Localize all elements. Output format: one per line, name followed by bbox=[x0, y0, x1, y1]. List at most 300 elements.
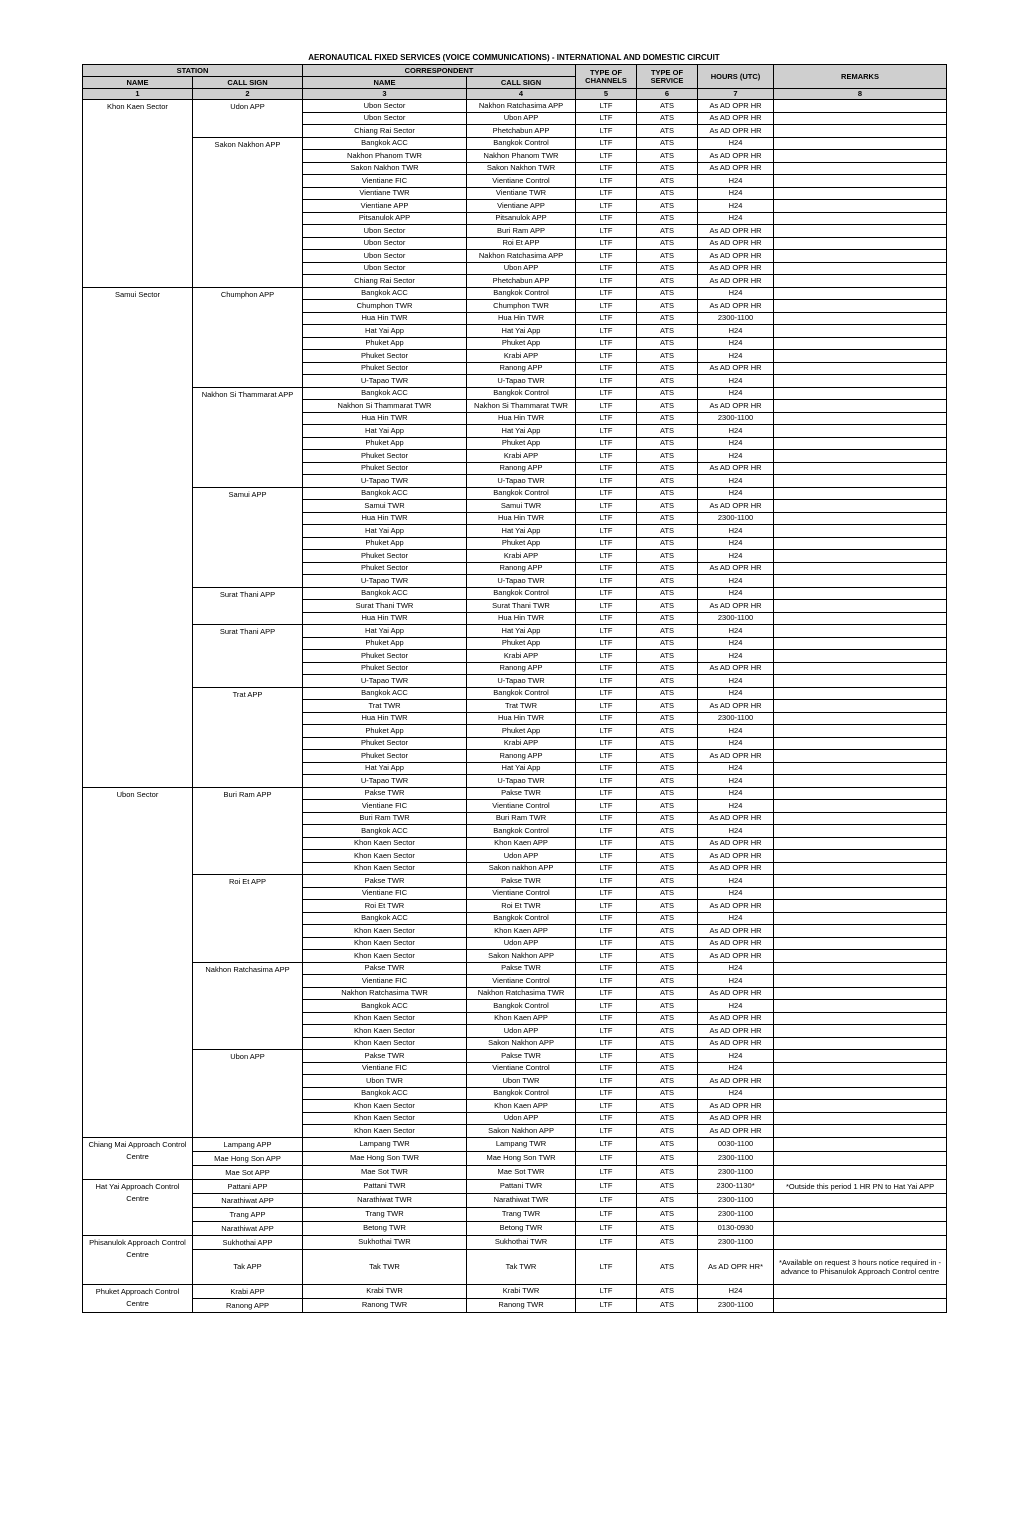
hours: As AD OPR HR bbox=[698, 150, 774, 163]
hours: 0030-1100 bbox=[698, 1137, 774, 1151]
type-of-service: ATS bbox=[637, 637, 698, 650]
header-correspondent-call-sign: CALL SIGN bbox=[467, 77, 576, 89]
correspondent-call-sign: Pakse TWR bbox=[467, 787, 576, 800]
correspondent-call-sign: Sakon Nakhon APP bbox=[467, 1037, 576, 1050]
remarks bbox=[774, 175, 947, 188]
type-of-channels: LTF bbox=[576, 600, 637, 613]
hours: As AD OPR HR bbox=[698, 1037, 774, 1050]
correspondent-call-sign: Roi Et TWR bbox=[467, 900, 576, 913]
hours: H24 bbox=[698, 1284, 774, 1298]
correspondent-call-sign: Narathiwat TWR bbox=[467, 1193, 576, 1207]
table-row bbox=[83, 962, 947, 975]
type-of-channels: LTF bbox=[576, 337, 637, 350]
hours: As AD OPR HR bbox=[698, 162, 774, 175]
type-of-channels: LTF bbox=[576, 1193, 637, 1207]
hours: H24 bbox=[698, 775, 774, 788]
type-of-service: ATS bbox=[637, 1062, 698, 1075]
hours: H24 bbox=[698, 800, 774, 813]
header-type-of-channels: TYPE OF CHANNELS bbox=[576, 65, 637, 89]
correspondent-call-sign: Pakse TWR bbox=[467, 962, 576, 975]
correspondent-name: Roi Et TWR bbox=[303, 900, 467, 913]
type-of-service: ATS bbox=[637, 500, 698, 513]
remarks bbox=[774, 650, 947, 663]
hours: H24 bbox=[698, 912, 774, 925]
station-call-sign: Chumphon APP bbox=[193, 287, 303, 387]
type-of-service: ATS bbox=[637, 462, 698, 475]
type-of-channels: LTF bbox=[576, 487, 637, 500]
type-of-channels: LTF bbox=[576, 175, 637, 188]
hours: As AD OPR HR bbox=[698, 562, 774, 575]
correspondent-name: Phuket Sector bbox=[303, 650, 467, 663]
correspondent-call-sign: Ubon TWR bbox=[467, 1075, 576, 1088]
remarks bbox=[774, 150, 947, 163]
type-of-channels: LTF bbox=[576, 787, 637, 800]
remarks bbox=[774, 462, 947, 475]
remarks bbox=[774, 300, 947, 313]
correspondent-name: Ubon Sector bbox=[303, 250, 467, 263]
hours: As AD OPR HR bbox=[698, 1125, 774, 1138]
type-of-channels: LTF bbox=[576, 637, 637, 650]
hours: As AD OPR HR bbox=[698, 100, 774, 113]
correspondent-call-sign: Pattani TWR bbox=[467, 1179, 576, 1193]
type-of-service: ATS bbox=[637, 375, 698, 388]
type-of-channels: LTF bbox=[576, 725, 637, 738]
correspondent-call-sign: Bangkok Control bbox=[467, 687, 576, 700]
remarks bbox=[774, 487, 947, 500]
correspondent-name: Phuket Sector bbox=[303, 562, 467, 575]
hours: As AD OPR HR bbox=[698, 862, 774, 875]
type-of-channels: LTF bbox=[576, 300, 637, 313]
type-of-service: ATS bbox=[637, 125, 698, 138]
correspondent-name: Ubon TWR bbox=[303, 1075, 467, 1088]
remarks bbox=[774, 1207, 947, 1221]
type-of-service: ATS bbox=[637, 1075, 698, 1088]
hours: As AD OPR HR bbox=[698, 837, 774, 850]
type-of-channels: LTF bbox=[576, 450, 637, 463]
header-station-name: NAME bbox=[83, 77, 193, 89]
type-of-service: ATS bbox=[637, 162, 698, 175]
remarks bbox=[774, 612, 947, 625]
type-of-channels: LTF bbox=[576, 975, 637, 988]
remarks bbox=[774, 925, 947, 938]
correspondent-call-sign: Phuket App bbox=[467, 637, 576, 650]
correspondent-call-sign: Krabi APP bbox=[467, 350, 576, 363]
type-of-channels: LTF bbox=[576, 587, 637, 600]
document-title: AERONAUTICAL FIXED SERVICES (VOICE COMMUNICATIONS) - INTERNATIONAL AND DOMESTIC CIRCUIT bbox=[308, 53, 720, 62]
correspondent-call-sign: Vientiane Control bbox=[467, 887, 576, 900]
type-of-service: ATS bbox=[637, 1221, 698, 1235]
station-call-sign: Krabi APP bbox=[193, 1284, 303, 1298]
table-row bbox=[83, 137, 947, 150]
type-of-channels: LTF bbox=[576, 500, 637, 513]
type-of-service: ATS bbox=[637, 1165, 698, 1179]
correspondent-call-sign: Bangkok Control bbox=[467, 387, 576, 400]
type-of-service: ATS bbox=[637, 1137, 698, 1151]
type-of-channels: LTF bbox=[576, 862, 637, 875]
remarks bbox=[774, 587, 947, 600]
correspondent-name: Bangkok ACC bbox=[303, 487, 467, 500]
remarks bbox=[774, 737, 947, 750]
correspondent-call-sign: Trang TWR bbox=[467, 1207, 576, 1221]
remarks bbox=[774, 812, 947, 825]
hours: H24 bbox=[698, 187, 774, 200]
hours: As AD OPR HR bbox=[698, 1012, 774, 1025]
remarks bbox=[774, 662, 947, 675]
table-body bbox=[83, 100, 947, 1313]
correspondent-name: Phuket App bbox=[303, 337, 467, 350]
correspondent-call-sign: Ranong APP bbox=[467, 362, 576, 375]
remarks bbox=[774, 687, 947, 700]
hours: As AD OPR HR bbox=[698, 237, 774, 250]
type-of-service: ATS bbox=[637, 600, 698, 613]
table-row bbox=[83, 1298, 947, 1312]
table-row bbox=[83, 1284, 947, 1298]
remarks bbox=[774, 800, 947, 813]
station-name: Khon Kaen Sector bbox=[83, 100, 193, 288]
type-of-service: ATS bbox=[637, 1151, 698, 1165]
type-of-service: ATS bbox=[637, 662, 698, 675]
type-of-service: ATS bbox=[637, 250, 698, 263]
type-of-service: ATS bbox=[637, 712, 698, 725]
correspondent-name: Phuket Sector bbox=[303, 737, 467, 750]
remarks bbox=[774, 1075, 947, 1088]
correspondent-name: Phuket Sector bbox=[303, 362, 467, 375]
type-of-service: ATS bbox=[637, 1193, 698, 1207]
hours: H24 bbox=[698, 425, 774, 438]
table-row bbox=[83, 1137, 947, 1151]
hours: As AD OPR HR bbox=[698, 950, 774, 963]
hours: H24 bbox=[698, 437, 774, 450]
hours: H24 bbox=[698, 387, 774, 400]
type-of-service: ATS bbox=[637, 887, 698, 900]
remarks bbox=[774, 212, 947, 225]
type-of-channels: LTF bbox=[576, 900, 637, 913]
hours: As AD OPR HR bbox=[698, 925, 774, 938]
type-of-channels: LTF bbox=[576, 187, 637, 200]
hours: 2300-1100 bbox=[698, 412, 774, 425]
correspondent-name: Vientiane FIC bbox=[303, 887, 467, 900]
type-of-channels: LTF bbox=[576, 662, 637, 675]
correspondent-name: Ranong TWR bbox=[303, 1298, 467, 1312]
correspondent-name: Vientiane FIC bbox=[303, 175, 467, 188]
type-of-service: ATS bbox=[637, 187, 698, 200]
remarks bbox=[774, 1050, 947, 1063]
hours: 2300-1100 bbox=[698, 1165, 774, 1179]
station-call-sign: Sakon Nakhon APP bbox=[193, 137, 303, 287]
hours: H24 bbox=[698, 212, 774, 225]
remarks bbox=[774, 900, 947, 913]
type-of-channels: LTF bbox=[576, 1050, 637, 1063]
type-of-channels: LTF bbox=[576, 250, 637, 263]
station-call-sign: Trat APP bbox=[193, 687, 303, 787]
correspondent-call-sign: Chumphon TWR bbox=[467, 300, 576, 313]
correspondent-call-sign: Hua Hin TWR bbox=[467, 312, 576, 325]
correspondent-call-sign: Phuket App bbox=[467, 337, 576, 350]
correspondent-call-sign: Sakon Nakhon APP bbox=[467, 1125, 576, 1138]
type-of-channels: LTF bbox=[576, 1100, 637, 1113]
type-of-service: ATS bbox=[637, 387, 698, 400]
remarks bbox=[774, 287, 947, 300]
type-of-service: ATS bbox=[637, 350, 698, 363]
type-of-service: ATS bbox=[637, 737, 698, 750]
hours: H24 bbox=[698, 525, 774, 538]
remarks bbox=[774, 112, 947, 125]
type-of-channels: LTF bbox=[576, 162, 637, 175]
type-of-channels: LTF bbox=[576, 212, 637, 225]
correspondent-call-sign: Krabi TWR bbox=[467, 1284, 576, 1298]
correspondent-name: Hua Hin TWR bbox=[303, 412, 467, 425]
correspondent-name: Vientiane FIC bbox=[303, 800, 467, 813]
correspondent-name: Khon Kaen Sector bbox=[303, 837, 467, 850]
correspondent-name: Bangkok ACC bbox=[303, 287, 467, 300]
correspondent-call-sign: Ranong APP bbox=[467, 462, 576, 475]
remarks bbox=[774, 412, 947, 425]
type-of-channels: LTF bbox=[576, 225, 637, 238]
type-of-service: ATS bbox=[637, 1000, 698, 1013]
hours: As AD OPR HR bbox=[698, 1075, 774, 1088]
station-call-sign: Mae Sot APP bbox=[193, 1165, 303, 1179]
correspondent-call-sign: U-Tapao TWR bbox=[467, 475, 576, 488]
type-of-channels: LTF bbox=[576, 650, 637, 663]
correspondent-call-sign: Nakhon Ratchasima TWR bbox=[467, 987, 576, 1000]
correspondent-name: U-Tapao TWR bbox=[303, 575, 467, 588]
remarks: *Available on request 3 hours notice required in - advance to Phisanulok Approach Control centre bbox=[774, 1249, 947, 1284]
type-of-channels: LTF bbox=[576, 100, 637, 113]
correspondent-call-sign: Hua Hin TWR bbox=[467, 512, 576, 525]
type-of-channels: LTF bbox=[576, 912, 637, 925]
correspondent-call-sign: Nakhon Ratchasima APP bbox=[467, 100, 576, 113]
hours: As AD OPR HR bbox=[698, 250, 774, 263]
type-of-channels: LTF bbox=[576, 775, 637, 788]
type-of-service: ATS bbox=[637, 512, 698, 525]
correspondent-call-sign: Bangkok Control bbox=[467, 487, 576, 500]
type-of-service: ATS bbox=[637, 725, 698, 738]
correspondent-name: Trang TWR bbox=[303, 1207, 467, 1221]
type-of-service: ATS bbox=[637, 912, 698, 925]
column-number: 4 bbox=[467, 89, 576, 100]
station-name: Phuket Approach Control Centre bbox=[83, 1284, 193, 1312]
type-of-channels: LTF bbox=[576, 1075, 637, 1088]
station-call-sign: Surat Thani APP bbox=[193, 625, 303, 688]
correspondent-call-sign: Sakon nakhon APP bbox=[467, 862, 576, 875]
remarks bbox=[774, 1087, 947, 1100]
remarks bbox=[774, 262, 947, 275]
type-of-channels: LTF bbox=[576, 1037, 637, 1050]
remarks bbox=[774, 600, 947, 613]
hours: As AD OPR HR bbox=[698, 662, 774, 675]
correspondent-name: Khon Kaen Sector bbox=[303, 1025, 467, 1038]
remarks bbox=[774, 962, 947, 975]
type-of-channels: LTF bbox=[576, 675, 637, 688]
type-of-service: ATS bbox=[637, 1087, 698, 1100]
type-of-channels: LTF bbox=[576, 537, 637, 550]
hours: H24 bbox=[698, 325, 774, 338]
remarks bbox=[774, 1025, 947, 1038]
correspondent-call-sign: Hat Yai App bbox=[467, 762, 576, 775]
type-of-service: ATS bbox=[637, 650, 698, 663]
type-of-service: ATS bbox=[637, 262, 698, 275]
remarks bbox=[774, 125, 947, 138]
correspondent-call-sign: Krabi APP bbox=[467, 737, 576, 750]
remarks bbox=[774, 137, 947, 150]
remarks bbox=[774, 200, 947, 213]
type-of-channels: LTF bbox=[576, 437, 637, 450]
correspondent-name: Khon Kaen Sector bbox=[303, 862, 467, 875]
station-call-sign: Nakhon Ratchasima APP bbox=[193, 962, 303, 1050]
hours: As AD OPR HR bbox=[698, 112, 774, 125]
hours: As AD OPR HR bbox=[698, 225, 774, 238]
type-of-channels: LTF bbox=[576, 850, 637, 863]
hours: H24 bbox=[698, 587, 774, 600]
remarks bbox=[774, 1112, 947, 1125]
type-of-service: ATS bbox=[637, 900, 698, 913]
correspondent-name: Phuket App bbox=[303, 725, 467, 738]
type-of-channels: LTF bbox=[576, 1000, 637, 1013]
type-of-channels: LTF bbox=[576, 1179, 637, 1193]
type-of-service: ATS bbox=[637, 287, 698, 300]
type-of-service: ATS bbox=[637, 575, 698, 588]
hours: As AD OPR HR bbox=[698, 900, 774, 913]
hours: As AD OPR HR bbox=[698, 1100, 774, 1113]
remarks: *Outside this period 1 HR PN to Hat Yai APP bbox=[774, 1179, 947, 1193]
hours: H24 bbox=[698, 825, 774, 838]
station-call-sign: Udon APP bbox=[193, 100, 303, 138]
hours: H24 bbox=[698, 137, 774, 150]
type-of-service: ATS bbox=[637, 1037, 698, 1050]
table-row bbox=[83, 1151, 947, 1165]
hours: As AD OPR HR bbox=[698, 362, 774, 375]
correspondent-call-sign: Bangkok Control bbox=[467, 1087, 576, 1100]
hours: 2300-1100 bbox=[698, 1193, 774, 1207]
table-row bbox=[83, 1221, 947, 1235]
type-of-channels: LTF bbox=[576, 1062, 637, 1075]
remarks bbox=[774, 1012, 947, 1025]
remarks bbox=[774, 387, 947, 400]
type-of-service: ATS bbox=[637, 337, 698, 350]
type-of-service: ATS bbox=[637, 225, 698, 238]
remarks bbox=[774, 550, 947, 563]
hours: H24 bbox=[698, 637, 774, 650]
correspondent-call-sign: Pakse TWR bbox=[467, 875, 576, 888]
station-call-sign: Sukhothai APP bbox=[193, 1235, 303, 1249]
table-row bbox=[83, 1193, 947, 1207]
type-of-channels: LTF bbox=[576, 575, 637, 588]
remarks bbox=[774, 575, 947, 588]
remarks bbox=[774, 187, 947, 200]
correspondent-name: Bangkok ACC bbox=[303, 1000, 467, 1013]
type-of-channels: LTF bbox=[576, 312, 637, 325]
correspondent-call-sign: Trat TWR bbox=[467, 700, 576, 713]
type-of-service: ATS bbox=[637, 1249, 698, 1284]
correspondent-name: Phuket Sector bbox=[303, 350, 467, 363]
remarks bbox=[774, 975, 947, 988]
remarks bbox=[774, 400, 947, 413]
correspondent-call-sign: Bangkok Control bbox=[467, 825, 576, 838]
remarks bbox=[774, 1137, 947, 1151]
type-of-service: ATS bbox=[637, 1100, 698, 1113]
type-of-service: ATS bbox=[637, 862, 698, 875]
hours: H24 bbox=[698, 737, 774, 750]
remarks bbox=[774, 525, 947, 538]
correspondent-call-sign: Bangkok Control bbox=[467, 1000, 576, 1013]
type-of-channels: LTF bbox=[576, 925, 637, 938]
type-of-service: ATS bbox=[637, 750, 698, 763]
correspondent-call-sign: Ubon APP bbox=[467, 262, 576, 275]
remarks bbox=[774, 325, 947, 338]
hours: H24 bbox=[698, 1062, 774, 1075]
correspondent-name: Trat TWR bbox=[303, 700, 467, 713]
remarks bbox=[774, 562, 947, 575]
station-call-sign: Narathiwat APP bbox=[193, 1221, 303, 1235]
hours: As AD OPR HR bbox=[698, 600, 774, 613]
correspondent-name: Ubon Sector bbox=[303, 100, 467, 113]
remarks bbox=[774, 275, 947, 288]
type-of-channels: LTF bbox=[576, 350, 637, 363]
type-of-channels: LTF bbox=[576, 712, 637, 725]
correspondent-name: Surat Thani TWR bbox=[303, 600, 467, 613]
header-station: STATION bbox=[83, 65, 303, 77]
table-row bbox=[83, 587, 947, 600]
correspondent-call-sign: Nakhon Phanom TWR bbox=[467, 150, 576, 163]
correspondent-name: Hat Yai App bbox=[303, 625, 467, 638]
type-of-service: ATS bbox=[637, 112, 698, 125]
table-row bbox=[83, 875, 947, 888]
remarks bbox=[774, 775, 947, 788]
type-of-channels: LTF bbox=[576, 400, 637, 413]
correspondent-name: Pitsanulok APP bbox=[303, 212, 467, 225]
correspondent-call-sign: Nakhon Si Thammarat TWR bbox=[467, 400, 576, 413]
type-of-service: ATS bbox=[637, 487, 698, 500]
correspondent-call-sign: U-Tapao TWR bbox=[467, 375, 576, 388]
type-of-service: ATS bbox=[637, 100, 698, 113]
hours: H24 bbox=[698, 1050, 774, 1063]
hours: As AD OPR HR bbox=[698, 937, 774, 950]
station-call-sign: Nakhon Si Thammarat APP bbox=[193, 387, 303, 487]
correspondent-name: Phuket Sector bbox=[303, 462, 467, 475]
type-of-service: ATS bbox=[637, 875, 698, 888]
correspondent-name: Sakon Nakhon TWR bbox=[303, 162, 467, 175]
hours: H24 bbox=[698, 350, 774, 363]
table-header bbox=[83, 65, 947, 100]
remarks bbox=[774, 337, 947, 350]
correspondent-call-sign: Phuket App bbox=[467, 437, 576, 450]
correspondent-call-sign: Vientiane Control bbox=[467, 800, 576, 813]
correspondent-call-sign: Sakon Nakhon TWR bbox=[467, 162, 576, 175]
correspondent-name: Nakhon Ratchasima TWR bbox=[303, 987, 467, 1000]
correspondent-name: Khon Kaen Sector bbox=[303, 950, 467, 963]
correspondent-name: Phuket App bbox=[303, 537, 467, 550]
type-of-service: ATS bbox=[637, 1298, 698, 1312]
hours: H24 bbox=[698, 475, 774, 488]
hours: As AD OPR HR bbox=[698, 275, 774, 288]
correspondent-call-sign: Khon Kaen APP bbox=[467, 925, 576, 938]
type-of-service: ATS bbox=[637, 762, 698, 775]
type-of-channels: LTF bbox=[576, 1112, 637, 1125]
type-of-service: ATS bbox=[637, 237, 698, 250]
correspondent-call-sign: Bangkok Control bbox=[467, 912, 576, 925]
remarks bbox=[774, 312, 947, 325]
correspondent-name: Mae Sot TWR bbox=[303, 1165, 467, 1179]
type-of-service: ATS bbox=[637, 437, 698, 450]
type-of-channels: LTF bbox=[576, 1137, 637, 1151]
type-of-channels: LTF bbox=[576, 700, 637, 713]
remarks bbox=[774, 250, 947, 263]
correspondent-name: Khon Kaen Sector bbox=[303, 1112, 467, 1125]
correspondent-call-sign: Vientiane Control bbox=[467, 975, 576, 988]
type-of-service: ATS bbox=[637, 1012, 698, 1025]
correspondent-name: Lampang TWR bbox=[303, 1137, 467, 1151]
remarks bbox=[774, 1125, 947, 1138]
